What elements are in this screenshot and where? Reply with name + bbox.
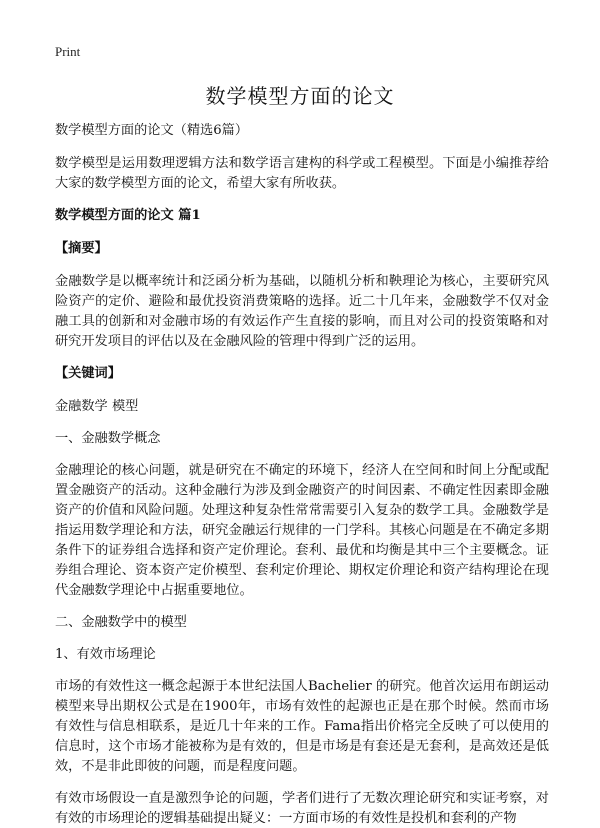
article-heading: 数学模型方面的论文 篇1	[55, 208, 201, 223]
abstract-paragraph: 金融数学是以概率统计和泛函分析为基础，以随机分析和鞅理论为核心，主要研究风险资产的定价、避险和最优投资消费策略的选择。近二十几年来，金融数学不仅对金融工具的创新和对金融市场的有效运作产生直接的影响，而且对公司的投资策略和对研究开发项目的评估以及在金融风险的管理中得到广泛的运用。	[55, 274, 549, 349]
article-body	[55, 121, 549, 828]
document-subtitle: 数学模型方面的论文（精选6篇）	[55, 123, 249, 138]
section-heading-2: 二、金融数学中的模型	[55, 615, 187, 630]
subsection-heading-1: 1、有效市场理论	[55, 647, 156, 662]
keywords-heading: 【关键词】	[55, 366, 121, 381]
intro-paragraph: 数学模型是运用数理逻辑方法和数学语言建构的科学或工程模型。下面是小编推荐给大家的数学模型方面的论文，希望大家有所收获。	[55, 156, 549, 191]
print-link[interactable]: Print	[55, 44, 81, 59]
section-heading-1: 一、金融数学概念	[55, 431, 161, 446]
market-paragraph-2: 有效市场假设一直是激烈争论的问题，学者们进行了无数次理论研究和实证考察，对有效的市场理论的逻辑基础提出疑义：一方面市场的有效性是投机和套利的产物	[55, 791, 549, 826]
keywords-text: 金融数学 模型	[55, 399, 139, 414]
section-1-paragraph: 金融理论的核心问题，就是研究在不确定的环境下，经济人在空间和时间上分配或配置金融资产的活动。这种金融行为涉及到金融资产的时间因素、不确定性因素即金融资产的价值和风险问题。处理这种复杂性常常需要引入复杂的数学工具。金融数学是指运用数学理论和方法，研究金融运行规律的一门学科。其核心问题是在不确定多期条件下的证券组合选择和资产定价理论。套利、最优和均衡是其中三个主要概念。证券组合理论、资本资产定价模型、套利定价理论、期权定价理论和资产结构理论在现代金融数学理论中占据重要地位。	[55, 463, 549, 598]
abstract-heading: 【摘要】	[55, 241, 108, 256]
market-paragraph-1: 市场的有效性这一概念起源于本世纪法国人Bachelier 的研究。他首次运用布朗运动模型来导出期权公式是在1900年，市场有效性的起源也正是在那个时候。然而市场有效性与信息相联系，是近几十年来的工作。Fama指出价格完全反映了可以使用的信息时，这个市场才能被称为是有效的，但是市场是有套还是无套利，是高效还是低效，不是非此即彼的问题，而是程度问题。	[55, 679, 549, 774]
page-title: 数学模型方面的论文	[205, 84, 395, 108]
